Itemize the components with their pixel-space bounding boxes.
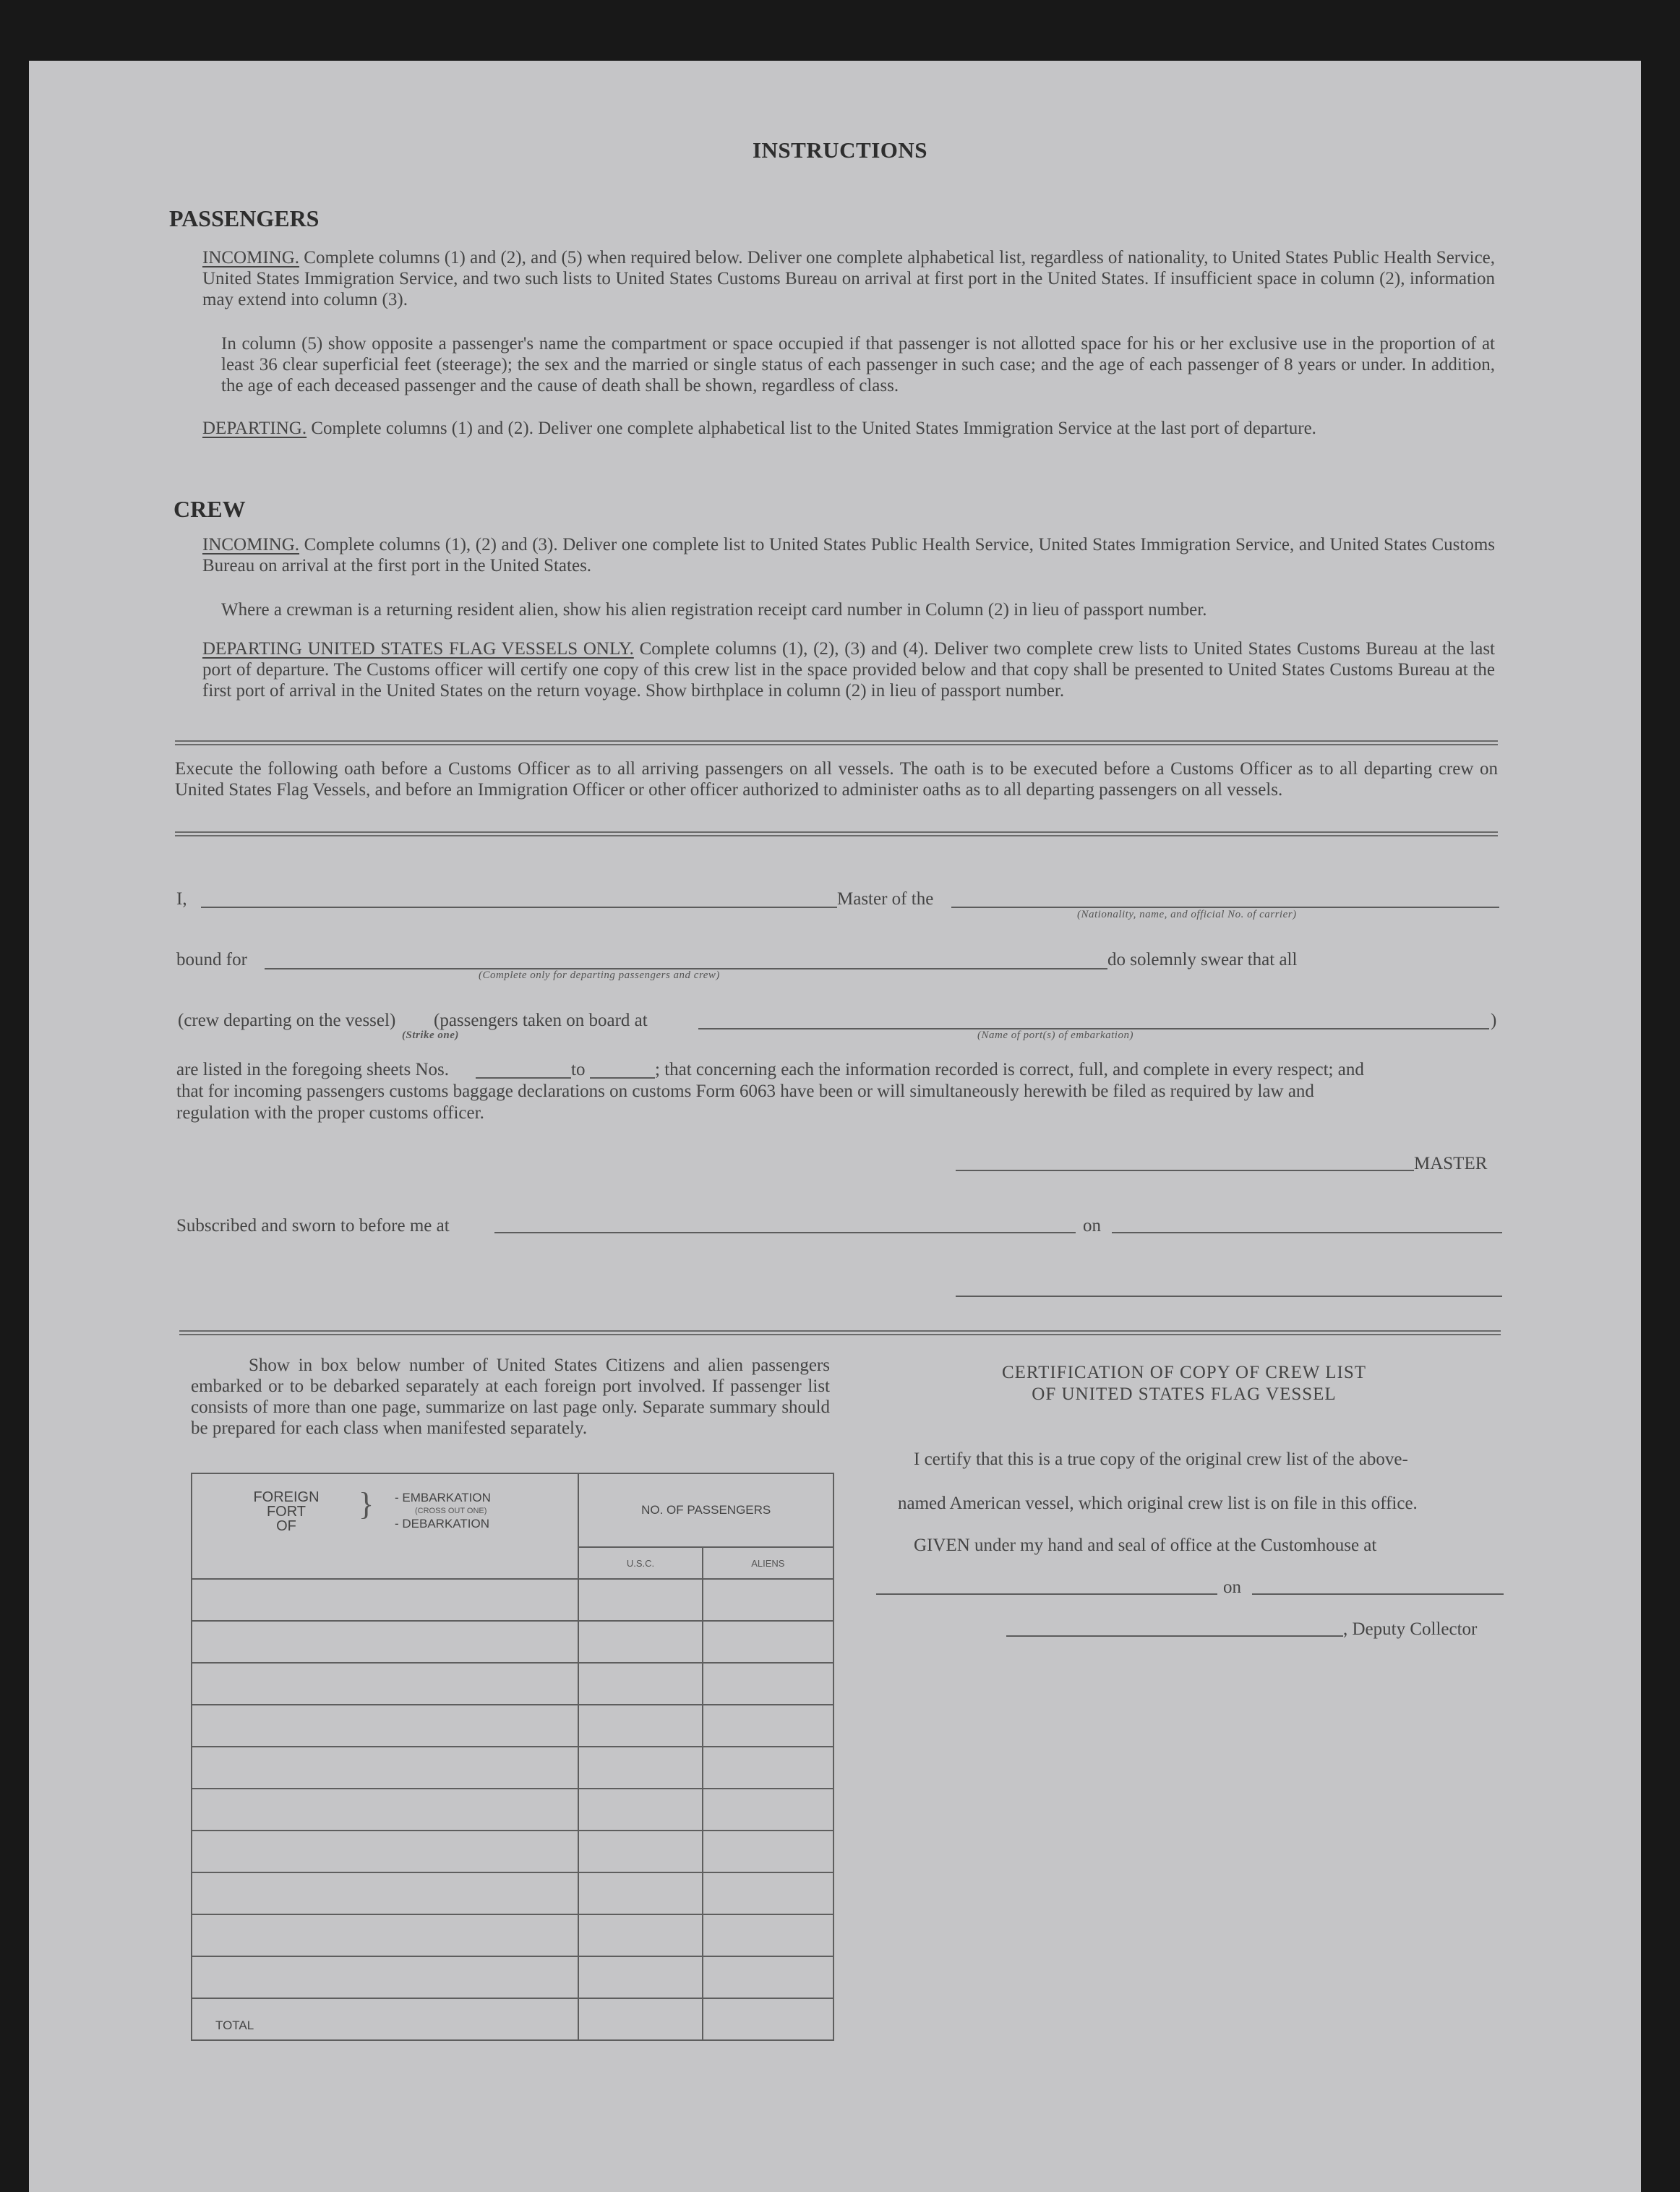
total-label: TOTAL [215,2018,254,2032]
aliens-cell[interactable] [703,1872,833,1914]
certification-line-1: I certify that this is a true copy of the original crew list of the above- [914,1450,1408,1469]
port-cell[interactable] [192,1705,578,1747]
header-aliens: ALIENS [703,1547,833,1579]
oath-i: I, [176,889,187,909]
table-row [192,1747,833,1789]
table-row [192,1621,833,1663]
port-cell[interactable] [192,1789,578,1831]
aliens-cell[interactable] [703,1956,833,1998]
subscribed-label: Subscribed and sworn to before me at [176,1216,450,1236]
aliens-cell[interactable] [703,1914,833,1956]
deputy-signature-field[interactable] [1006,1635,1343,1637]
header-no-passengers: NO. OF PASSENGERS [578,1473,833,1547]
oath-bound-for: bound for [176,950,247,969]
passengers-incoming [202,247,1495,310]
aliens-cell[interactable] [703,1663,833,1705]
total-usc-cell[interactable] [578,1998,702,2040]
passengers-departing [202,418,1495,439]
usc-cell[interactable] [578,1621,702,1663]
usc-cell[interactable] [578,1914,702,1956]
header-foreign: FOREIGN [253,1489,320,1505]
port-cell[interactable] [192,1747,578,1789]
crew-departing [202,638,1495,701]
oath-instructions: Execute the following oath before a Customs Officer as to all arriving passengers on all vessels. The oath is to be executed before a Customs Officer as to all departing crew on United States Flag Vessels, and before an Immigration Officer or other officer authorized to administer oaths as to all departing passengers on all vessels. [175,759,1498,800]
table-row [192,1831,833,1872]
aliens-cell[interactable] [703,1831,833,1872]
passengers-heading: PASSENGERS [169,205,320,231]
port-cell[interactable] [192,1621,578,1663]
table-row [192,1789,833,1831]
oath-listed-4: regulation with the proper customs officer. [176,1103,484,1123]
port-cell[interactable] [192,1872,578,1914]
crew-resident: Where a crewman is a returning resident alien, show his alien registration receipt card number in Column (2) in lieu of passport number. [221,600,1207,620]
certification-date-field[interactable] [1252,1593,1504,1595]
aliens-cell[interactable] [703,1579,833,1621]
oath-listed-2: ; that concerning each the information recorded is correct, full, and complete in every respect; and [655,1060,1364,1079]
usc-cell[interactable] [578,1705,702,1747]
oath-listed-1: are listed in the foregoing sheets Nos. [176,1060,449,1079]
usc-cell[interactable] [578,1747,702,1789]
brace-icon: } [359,1486,374,1522]
certification-line-2: named American vessel, which original crew list is on file in this office. [898,1494,1418,1513]
crew-incoming [202,534,1495,576]
aliens-cell[interactable] [703,1747,833,1789]
oath-listed-to: to [571,1060,586,1079]
usc-cell[interactable] [578,1831,702,1872]
crew-incoming-label: INCOMING. [202,535,300,555]
header-fort: FORT [266,1504,307,1520]
header-cross-out: (CROSS OUT ONE) [415,1507,487,1515]
table-row [192,1579,833,1621]
aliens-cell[interactable] [703,1789,833,1831]
port-cell[interactable] [192,1914,578,1956]
officer-signature-field[interactable] [956,1296,1502,1297]
oath-passengers-taken: (passengers taken on board at [434,1011,648,1030]
header-usc: U.S.C. [578,1547,702,1579]
page-title: INSTRUCTIONS [752,137,927,163]
summary-note: Show in box below number of United States Citizens and alien passengers embarked or to be debarked separately at each foreign port involved. If passenger list consists of more than one page, summarize on last page only. Separate summary should be prepared for each class when manifested separately. [191,1356,830,1438]
crew-departing-text: Complete columns (1), (2), (3) and (4). Deliver two complete crew lists to United States Customs Bureau at the last port of departure. The Customs officer will certify one copy of this crew list in the space provided below and that copy shall be presented to United States Customs Bureau at the first port of arrival in the United States on the return voyage. Show birthplace in column (2) in lieu of passport number. [202,639,1495,701]
usc-cell[interactable] [578,1789,702,1831]
crew-departing-label: DEPARTING UNITED STATES FLAG VESSELS ONLY. [202,639,634,659]
certification-given: GIVEN under my hand and seal of office at the Customhouse at [914,1536,1377,1555]
sworn-date-field[interactable] [1112,1232,1502,1233]
embark-caption: (Name of port(s) of embarkation) [977,1029,1133,1041]
master-name-field[interactable] [201,907,837,908]
passengers-incoming-label: INCOMING. [202,248,300,267]
table-header-row [192,1473,833,1547]
crew-incoming-text: Complete columns (1), (2) and (3). Deliver one complete list to United States Public Health Service, United States Immigration Service, and United States Customs Bureau on arrival at the first port in the United States. [202,535,1496,575]
port-cell[interactable] [192,1579,578,1621]
certification-title-2: OF UNITED STATES FLAG VESSEL [1032,1384,1337,1404]
aliens-cell[interactable] [703,1621,833,1663]
table-row [192,1956,833,1998]
oath-listed-3: that for incoming passengers customs baggage declarations on customs Form 6063 have been or will simultaneously herewith be filed as required by law and [176,1082,1314,1101]
strike-one-caption: (Strike one) [402,1029,459,1041]
deputy-collector-label: , Deputy Collector [1343,1619,1478,1639]
port-cell[interactable] [192,1663,578,1705]
header-debarkation: - DEBARKATION [395,1517,489,1530]
oath-crew-departing: (crew departing on the vessel) [178,1011,396,1030]
bound-caption: (Complete only for departing passengers and crew) [479,969,720,981]
passengers-incoming-text: Complete columns (1) and (2), and (5) when required below. Deliver one complete alphabetical list, regardless of nationality, to United States Public Health Service, United States Immigration Service, and two such lists to United States Customs Bureau on arrival at first port in the United States. If insufficient space in column (2), information may extend into column (3). [202,248,1496,309]
passengers-column5: In column (5) show opposite a passenger's name the compartment or space occupied if that passenger is not allotted space for his or her exclusive use in the proportion of at least 36 clear superficial feet (steerage); the sex and the married or single status of each passenger in such case; and the age of each passenger of 8 years or under. In addition, the age of each deceased passenger and the cause of death shall be shown, regardless of class. [221,334,1495,395]
sworn-place-field[interactable] [494,1232,1076,1233]
certification-title-1: CERTIFICATION OF COPY OF CREW LIST [1001,1363,1367,1382]
total-aliens-cell[interactable] [703,1998,833,2040]
total-label-cell [192,1998,578,2040]
usc-cell[interactable] [578,1956,702,1998]
foreign-port-header [192,1473,578,1579]
crew-heading: CREW [173,496,246,522]
master-signature-field[interactable] [956,1170,1414,1171]
header-embarkation: - EMBARKATION [395,1491,491,1504]
carrier-caption: (Nationality, name, and official No. of carrier) [1077,909,1297,920]
passengers-departing-text: Complete columns (1) and (2). Deliver one complete alphabetical list to the United States Immigration Service at the last port of departure. [311,419,1316,438]
passengers-departing-label: DEPARTING. [202,419,307,438]
sheet-from-field[interactable] [476,1077,571,1079]
customhouse-field[interactable] [876,1593,1217,1595]
oath-close-paren: ) [1491,1011,1497,1030]
subscribed-on: on [1083,1216,1101,1236]
header-of: OF [276,1518,296,1534]
master-label: MASTER [1414,1154,1488,1173]
passenger-summary-table [191,1473,834,2041]
oath-master-of-the: Master of the [837,889,934,909]
total-row [192,1998,833,2040]
usc-cell[interactable] [578,1663,702,1705]
divider [175,831,1498,836]
table-row [192,1705,833,1747]
port-cell[interactable] [192,1831,578,1872]
certification-on: on [1223,1577,1241,1597]
table-row [192,1872,833,1914]
port-cell[interactable] [192,1956,578,1998]
carrier-field[interactable] [951,907,1499,908]
oath-swear: do solemnly swear that all [1107,950,1298,969]
table-row [192,1663,833,1705]
usc-cell[interactable] [578,1872,702,1914]
divider [175,740,1498,745]
divider [179,1330,1501,1335]
aliens-cell[interactable] [703,1705,833,1747]
table-row [192,1914,833,1956]
sheet-to-field[interactable] [590,1077,655,1079]
usc-cell[interactable] [578,1579,702,1621]
